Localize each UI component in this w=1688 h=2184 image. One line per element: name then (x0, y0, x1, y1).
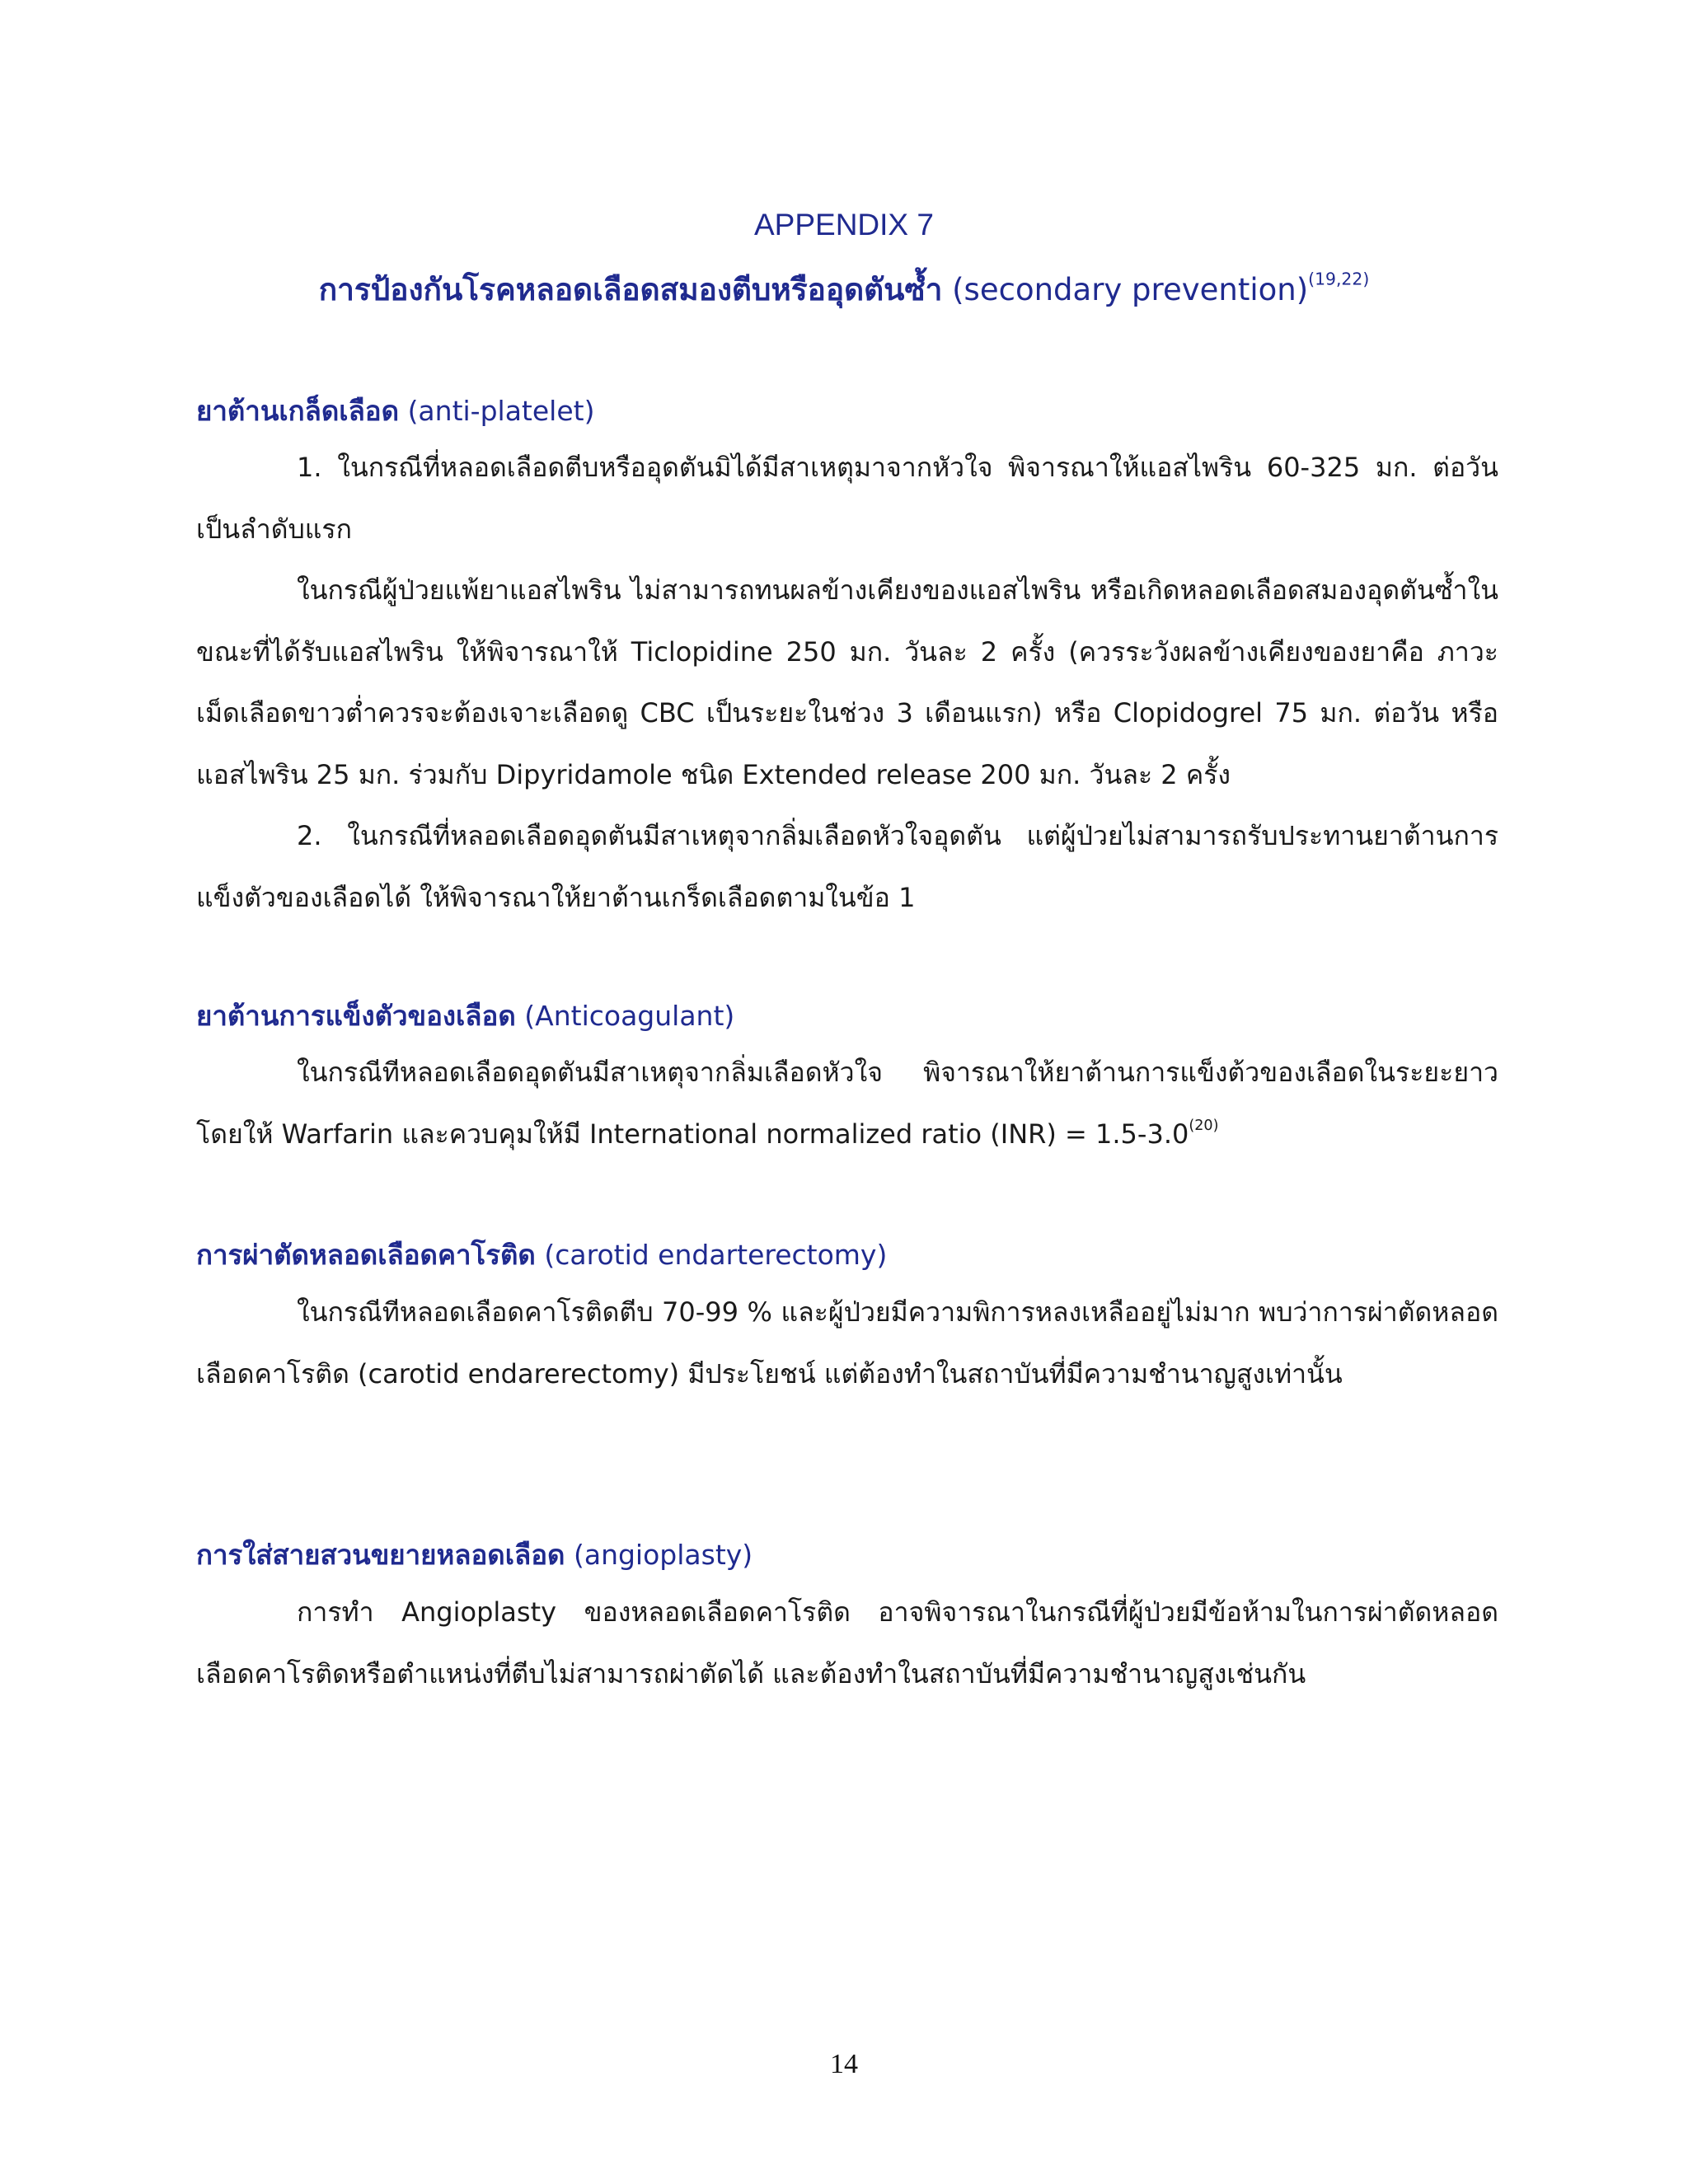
subtitle-thai: การป้องกันโรคหลอดเลือดสมองตีบหรืออุดตันซ้ำ (318, 272, 943, 307)
section-heading-antiplatelet (196, 389, 594, 433)
subtitle-english: (secondary prevention) (952, 272, 1309, 307)
anticoagulant-reference: (20) (1189, 1117, 1219, 1134)
appendix-title: APPENDIX 7 (754, 208, 934, 241)
antiplatelet-paragraph-3: 2. ในกรณีที่หลอดเลือดอุดตันมีสาเหตุจากลิ่มเลือดหัวใจอุดตัน แต่ผู้ป่วยไม่สามารถรับประทานยาต้านการแข็งตัวของเลือดได้ ให้พิจารณาให้ยาต้านเกร็ดเลือดตามในข้อ 1 (196, 820, 1498, 913)
heading-english: (Anticoagulant) (524, 1000, 735, 1032)
antiplatelet-paragraph-2: ในกรณีผู้ป่วยแพ้ยาแอสไพริน ไม่สามารถทนผลข้างเคียงของแอสไพริน หรือเกิดหลอดเลือดสมองอุดตันซ้ำในขณะที่ได้รับแอสไพริน ให้พิจารณาให้ Ticlopidine 250 มก. วันละ 2 ครั้ง (ควรระวังผลข้างเคียงของยาคือ ภาวะเม็ดเลือดขาวต่ำควรจะต้องเจาะเลือดดู CBC เป็นระยะในช่วง 3 เดือนแรก) หรือ Clopidogrel 75 มก. ต่อวัน หรือแอสไพริน 25 มก. ร่วมกับ Dipyridamole ชนิด Extended release 200 มก. วันละ 2 ครั้ง (196, 574, 1498, 790)
heading-thai: การใส่สายสวนขยายหลอดเลือด (196, 1539, 565, 1571)
subtitle-reference: (19,22) (1308, 269, 1370, 289)
page-number: 14 (830, 2049, 858, 2079)
section-heading-angioplasty (196, 1533, 753, 1577)
anticoagulant-text: ในกรณีทีหลอดเลือดอุดตันมีสาเหตุจากลิ่มเลือดหัวใจ พิจารณาให้ยาต้านการแข็งต้วของเลือดในระยะยาว โดยให้ Warfarin และควบคุมให้มี International normalized ratio (INR) = 1.5-3.0 (196, 1057, 1498, 1150)
heading-thai: การผ่าตัดหลอดเลือดคาโรติด (196, 1239, 536, 1271)
antiplatelet-paragraph-1: 1. ในกรณีที่หลอดเลือดตีบหรืออุดตันมิได้มีสาเหตุมาจากหัวใจ พิจารณาให้แอสไพริน 60-325 มก. ต่อวันเป็นลำดับแรก (196, 452, 1499, 545)
heading-english: (angioplasty) (573, 1539, 753, 1571)
angioplasty-paragraph: การทำ Angioplasty ของหลอดเลือดคาโรติด อาจพิจารณาในกรณีที่ผู้ป่วยมีข้อห้ามในการผ่าตัดหลอดเลือดคาโรติดหรือตำแหน่งที่ตีบไม่สามารถผ่าตัดได้ และต้องทำในสถาบันที่มีความชำนาญสูงเช่นกัน (196, 1596, 1498, 1690)
section-heading-anticoagulant (196, 994, 734, 1038)
endarterectomy-paragraph: ในกรณีทีหลอดเลือดคาโรติดตีบ 70-99 % และผู้ป่วยมีความพิการหลงเหลืออยู่ไม่มาก พบว่าการผ่าตัดหลอดเลือดคาโรติด (carotid endarerectomy) มีประโยชน์ แต่ต้องทำในสถาบันที่มีความชำนาญสูงเท่านั้น (196, 1296, 1498, 1390)
heading-english: (anti-platelet) (407, 395, 595, 427)
anticoagulant-paragraph (196, 1042, 1498, 1165)
heading-thai: ยาต้านการแข็งตัวของเลือด (196, 1000, 516, 1032)
heading-thai: ยาต้านเกล็ดเลือด (196, 395, 400, 427)
section-heading-endarterectomy (196, 1233, 887, 1277)
heading-english: (carotid endarterectomy) (544, 1239, 888, 1271)
appendix-subtitle (0, 265, 1688, 314)
